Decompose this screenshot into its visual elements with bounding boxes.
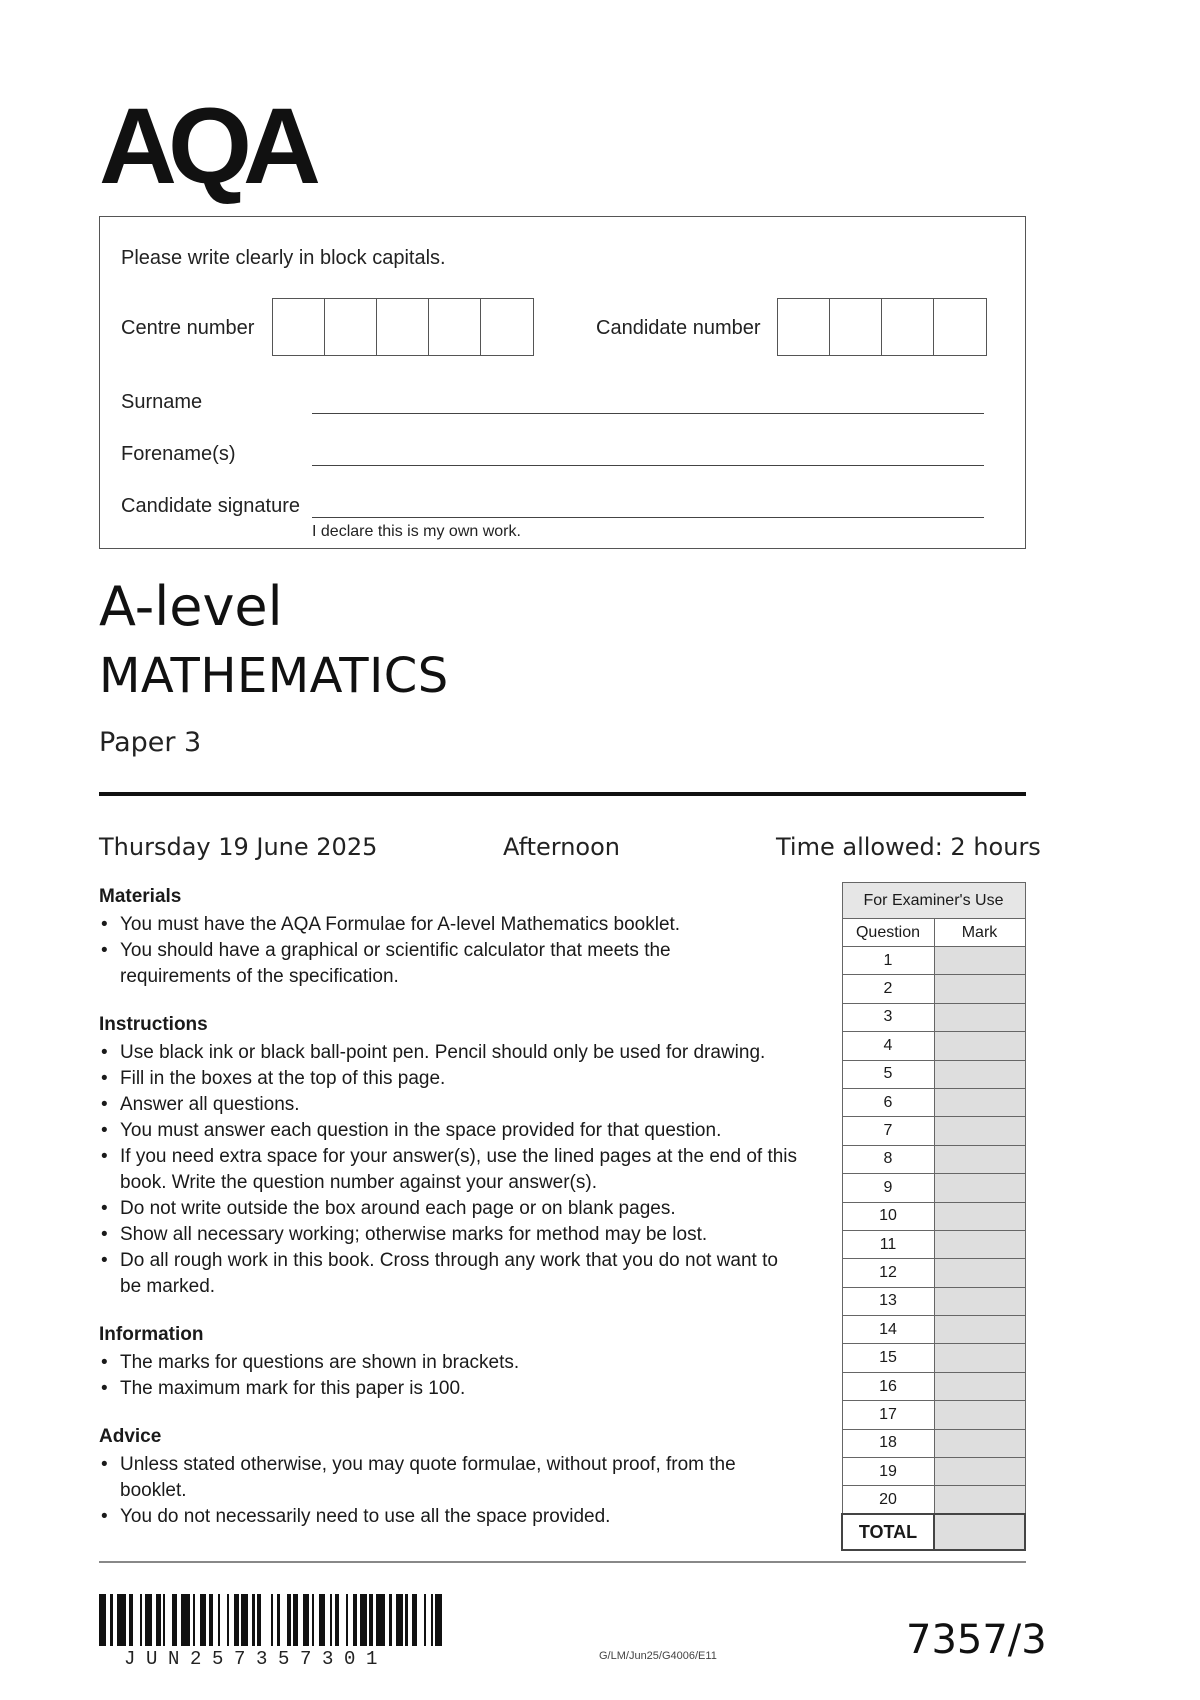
question-number: 14 — [842, 1316, 934, 1344]
mark-cell — [934, 1429, 1025, 1457]
surname-label: Surname — [121, 391, 203, 413]
barcode-bar — [220, 1594, 227, 1646]
mark-cell — [934, 1344, 1025, 1372]
mark-cell — [934, 1458, 1025, 1486]
mark-cell — [934, 975, 1025, 1003]
total-mark-cell — [934, 1514, 1025, 1550]
question-number: 6 — [842, 1088, 934, 1116]
question-number: 19 — [842, 1458, 934, 1486]
table-row — [842, 1458, 1025, 1486]
list-item: • Use black ink or black ball-point pen. Pencil should only be used for drawing. — [99, 1040, 839, 1066]
barcode-bar — [261, 1594, 270, 1646]
surname-line[interactable] — [312, 413, 984, 414]
total-label: TOTAL — [842, 1514, 934, 1550]
list-item: • You must answer each question in the space provided for that question. — [99, 1118, 839, 1144]
list-item: • Do not write outside the box around each page or on blank pages. — [99, 1196, 839, 1222]
mark-cell — [934, 1060, 1025, 1088]
table-row — [842, 1202, 1025, 1230]
mark-cell — [934, 1202, 1025, 1230]
barcode-bar — [99, 1594, 106, 1646]
advice-section — [99, 1426, 839, 1530]
barcode-bar — [360, 1594, 367, 1646]
question-number: 1 — [842, 947, 934, 975]
list-item: • Unless stated otherwise, you may quote formulae, without proof, from the booklet. — [99, 1452, 759, 1504]
question-column-header: Question — [842, 919, 934, 947]
exam-date: Thursday 19 June 2025 — [99, 833, 378, 861]
mark-cell — [934, 1372, 1025, 1400]
barcode-bar — [417, 1594, 424, 1646]
forenames-label: Forename(s) — [121, 443, 236, 465]
table-row — [842, 1429, 1025, 1457]
mark-cell — [934, 1287, 1025, 1315]
centre-digit-box[interactable] — [377, 299, 429, 355]
signature-line[interactable] — [312, 517, 984, 518]
table-row — [842, 1486, 1025, 1514]
materials-section — [99, 886, 839, 990]
barcode-text: JUN257357301 — [124, 1648, 389, 1670]
candidate-details-box — [99, 216, 1026, 549]
question-number: 5 — [842, 1060, 934, 1088]
centre-number-boxes[interactable] — [272, 298, 534, 356]
list-item: • If you need extra space for your answer(s), use the lined pages at the end of this book. Write the question number against your answer(s). — [99, 1144, 799, 1196]
barcode-bar — [442, 1594, 447, 1646]
question-number: 4 — [842, 1032, 934, 1060]
section-title: Instructions — [99, 1014, 208, 1035]
qualification-level: A-level — [99, 575, 283, 638]
centre-digit-box[interactable] — [273, 299, 325, 355]
candidate-number-boxes[interactable] — [777, 298, 987, 356]
question-number: 11 — [842, 1230, 934, 1258]
time-allowed: Time allowed: 2 hours — [776, 833, 1041, 861]
barcode-bar — [133, 1594, 140, 1646]
candidate-number-label: Candidate number — [596, 317, 761, 339]
signature-label: Candidate signature — [121, 495, 301, 517]
barcode-bar — [280, 1594, 287, 1646]
barcode-bar — [145, 1594, 152, 1646]
barcode-bar — [376, 1594, 385, 1646]
section-title: Information — [99, 1324, 204, 1345]
candidate-digit-box[interactable] — [934, 299, 986, 355]
section-title: Advice — [99, 1426, 162, 1447]
question-number: 16 — [842, 1372, 934, 1400]
question-number: 10 — [842, 1202, 934, 1230]
section-title: Materials — [99, 886, 182, 907]
subject-title: MATHEMATICS — [99, 648, 449, 704]
title-divider — [99, 792, 1026, 796]
question-number: 13 — [842, 1287, 934, 1315]
barcode-bar — [319, 1594, 326, 1646]
list-item: • The maximum mark for this paper is 100. — [99, 1376, 839, 1402]
question-number: 12 — [842, 1259, 934, 1287]
candidate-digit-box[interactable] — [882, 299, 934, 355]
reference-code: G/LM/Jun25/G4006/E11 — [599, 1650, 717, 1662]
block-capitals-instruction: Please write clearly in block capitals. — [121, 247, 446, 269]
mark-cell — [934, 1401, 1025, 1429]
question-number: 9 — [842, 1174, 934, 1202]
list-item: • You do not necessarily need to use all the space provided. — [99, 1504, 839, 1530]
question-number: 17 — [842, 1401, 934, 1429]
exam-session: Afternoon — [503, 833, 620, 861]
list-item: • You should have a graphical or scientific calculator that meets the requirements of the specification. — [99, 938, 749, 990]
barcode-bar — [200, 1594, 207, 1646]
mark-column-header: Mark — [934, 919, 1025, 947]
information-section — [99, 1324, 839, 1402]
question-number: 20 — [842, 1486, 934, 1514]
paper-code: 7357/3 — [906, 1617, 1047, 1663]
table-row — [842, 1117, 1025, 1145]
table-row — [842, 1174, 1025, 1202]
table-row — [842, 947, 1025, 975]
table-row — [842, 1032, 1025, 1060]
examiner-use-table — [841, 882, 1026, 1551]
mark-cell — [934, 1145, 1025, 1173]
table-row — [842, 1003, 1025, 1031]
examiner-table-title: For Examiner's Use — [842, 883, 1025, 919]
list-item: • Show all necessary working; otherwise marks for method may be lost. — [99, 1222, 839, 1248]
list-item: • Do all rough work in this book. Cross through any work that you do not want to be marked. — [99, 1248, 799, 1300]
mark-cell — [934, 947, 1025, 975]
barcode — [99, 1594, 447, 1646]
mark-cell — [934, 1259, 1025, 1287]
barcode-bar — [181, 1594, 190, 1646]
barcode-bar — [165, 1594, 172, 1646]
table-row — [842, 1060, 1025, 1088]
question-number: 2 — [842, 975, 934, 1003]
mark-cell — [934, 1486, 1025, 1514]
table-row — [842, 1088, 1025, 1116]
list-item: • You must have the AQA Formulae for A-level Mathematics booklet. — [99, 912, 749, 938]
centre-digit-box[interactable] — [325, 299, 377, 355]
instructions-section — [99, 1014, 839, 1300]
table-row — [842, 1230, 1025, 1258]
mark-cell — [934, 1032, 1025, 1060]
list-item: • Fill in the boxes at the top of this page. — [99, 1066, 839, 1092]
exam-instructions — [99, 886, 839, 1554]
candidate-digit-box[interactable] — [778, 299, 830, 355]
mark-cell — [934, 1003, 1025, 1031]
mark-cell — [934, 1230, 1025, 1258]
paper-number: Paper 3 — [99, 727, 202, 758]
footer-divider — [99, 1561, 1026, 1563]
question-number: 8 — [842, 1145, 934, 1173]
candidate-digit-box[interactable] — [830, 299, 882, 355]
barcode-bar — [303, 1594, 310, 1646]
mark-cell — [934, 1088, 1025, 1116]
mark-cell — [934, 1316, 1025, 1344]
table-row — [842, 1401, 1025, 1429]
question-number: 7 — [842, 1117, 934, 1145]
table-row — [842, 975, 1025, 1003]
table-row — [842, 1316, 1025, 1344]
table-row — [842, 1344, 1025, 1372]
mark-cell — [934, 1174, 1025, 1202]
aqa-logo: AQA — [99, 85, 312, 206]
declaration-text: I declare this is my own work. — [312, 523, 521, 540]
table-row — [842, 1372, 1025, 1400]
centre-digit-box[interactable] — [481, 299, 533, 355]
question-number: 15 — [842, 1344, 934, 1372]
forenames-line[interactable] — [312, 465, 984, 466]
barcode-bar — [339, 1594, 346, 1646]
table-row — [842, 1145, 1025, 1173]
barcode-bar — [396, 1594, 403, 1646]
mark-cell — [934, 1117, 1025, 1145]
barcode-bar — [435, 1594, 442, 1646]
question-number: 18 — [842, 1429, 934, 1457]
barcode-bar — [117, 1594, 126, 1646]
question-number: 3 — [842, 1003, 934, 1031]
centre-digit-box[interactable] — [429, 299, 481, 355]
list-item: • Answer all questions. — [99, 1092, 839, 1118]
barcode-bar — [241, 1594, 248, 1646]
table-row — [842, 1259, 1025, 1287]
centre-number-label: Centre number — [121, 317, 255, 339]
list-item: • The marks for questions are shown in brackets. — [99, 1350, 839, 1376]
table-row — [842, 1287, 1025, 1315]
